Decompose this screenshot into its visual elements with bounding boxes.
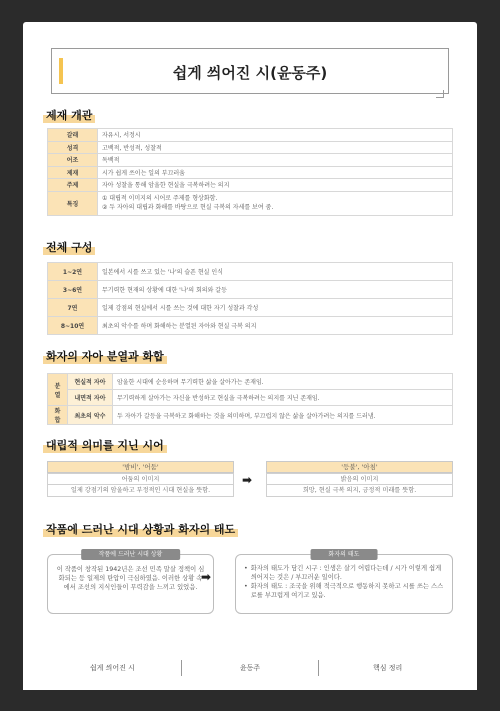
bright-image-label: 밝음의 이미지 [266,473,453,485]
section-heading-words: 대립적 의미를 지닌 시어 [43,437,167,453]
table-row: 어조 독백적 [48,154,453,167]
footer-poem-title: 쉽게 씌어진 시 [89,664,135,672]
dark-meaning: 일제 강점기의 암울하고 부정적인 시대 현실을 뜻함. [47,485,234,497]
bright-words-label: '등불', '아침' [266,461,453,473]
footer-summary: 핵심 정리 [373,664,403,672]
footer [44,658,456,678]
table-row: 특징 ① 대립적 이미지의 시어로 주제를 형상화함. ② 두 자아의 대립과 화해를 바탕으로 현실 극복의 자세를 보여 줌. [48,191,453,215]
section-heading-overview: 제재 개관 [43,107,95,123]
table-row: 제재 시가 쉽게 쓰이는 일의 부끄러움 [48,166,453,179]
table-row: 화합 최초의 악수 두 자아가 갈등을 극복하고 화해하는 것을 의미하며, 부끄럽지 않은 삶을 살아가려는 의지를 드러냄. [48,406,453,425]
era-card-title: 작품에 드러난 시대 상황 [81,549,181,560]
era-card [47,551,214,614]
dark-words-label: '밤비', '어둠' [47,461,234,473]
structure-table [47,262,453,335]
overview-table [47,128,453,216]
self-table [47,373,453,425]
bright-meaning: 희망, 현실 극복 의지, 긍정적 미래를 뜻함. [266,485,453,497]
table-row: 성격 고백적, 반성적, 성찰적 [48,141,453,154]
section-heading-self: 화자의 자아 분열과 화합 [43,348,167,364]
title-box [51,48,449,94]
attitude-bullet-1: 화자의 태도가 담긴 시구 : 인생은 살기 어렵다는데 / 시가 이렇게 쉽게 씌어지는 것은 / 부끄러운 일이다. [250,565,442,581]
attitude-card-title: 화자의 태도 [311,549,378,560]
table-row: 1~2연 일본에서 시를 쓰고 있는 '나'의 슬픈 현실 인식 [48,263,453,281]
attitude-card: 화자의 태도 • 화자의 태도가 담긴 시구 : 인생은 살기 어렵다는데 / 시가 이렇게 쉽게 씌어지는 것은 / 부끄러운 일이다. • 화자의 태도 : 조국을 위해 적극적으로 행동하지 못하고 시를 쓰는 스스로를 부끄럽게 여기고 있음. [235,554,453,614]
table-row: 3~6연 무기력한 현재의 상황에 대한 '나'의 회의와 갈등 [48,281,453,299]
dark-image-label: 어둠의 이미지 [47,473,234,485]
table-row: 내면적 자아 무기력하게 살아가는 자신을 반성하고 현실을 극복하려는 의지를 지닌 존재임. [48,390,453,406]
table-row: 주제 자아 성찰을 통해 암울한 현실을 극복하려는 의지 [48,179,453,192]
page-title: 쉽게 씌어진 시(윤동주) [172,64,328,82]
arrow-icon: ➡ [242,473,253,487]
table-row: 분열 현실적 자아 암울한 시대에 순응하며 무기력한 삶을 살아가는 존재임. [48,374,453,390]
table-row: 7연 일제 강점의 현실에서 시를 쓰는 것에 대한 자기 성찰과 각성 [48,299,453,317]
table-row: 갈래 자유시, 서정시 [48,129,453,142]
era-text: 이 작품이 창작된 1942년은 조선 민족 말살 정책이 심화되는 등 일제의 탄압이 극심하였음. 이러한 상황 속에서 조선의 지식인들이 무력감을 느끼고 있었음. [56,566,205,591]
arrow-icon: ➡ [201,570,212,584]
section-heading-era: 작품에 드러난 시대 상황과 화자의 태도 [43,521,238,537]
footer-author: 윤동주 [239,664,261,672]
section-heading-structure: 전체 구성 [43,239,95,255]
table-row: 8~10연 최초의 악수를 하며 화해하는 분열된 자아와 현실 극복 의지 [48,317,453,335]
document-page [23,22,477,690]
attitude-bullet-2: 화자의 태도 : 조국을 위해 적극적으로 행동하지 못하고 시를 쓰는 스스로를 부끄럽게 여기고 있음. [250,583,444,599]
title-corner-mark [436,90,444,98]
